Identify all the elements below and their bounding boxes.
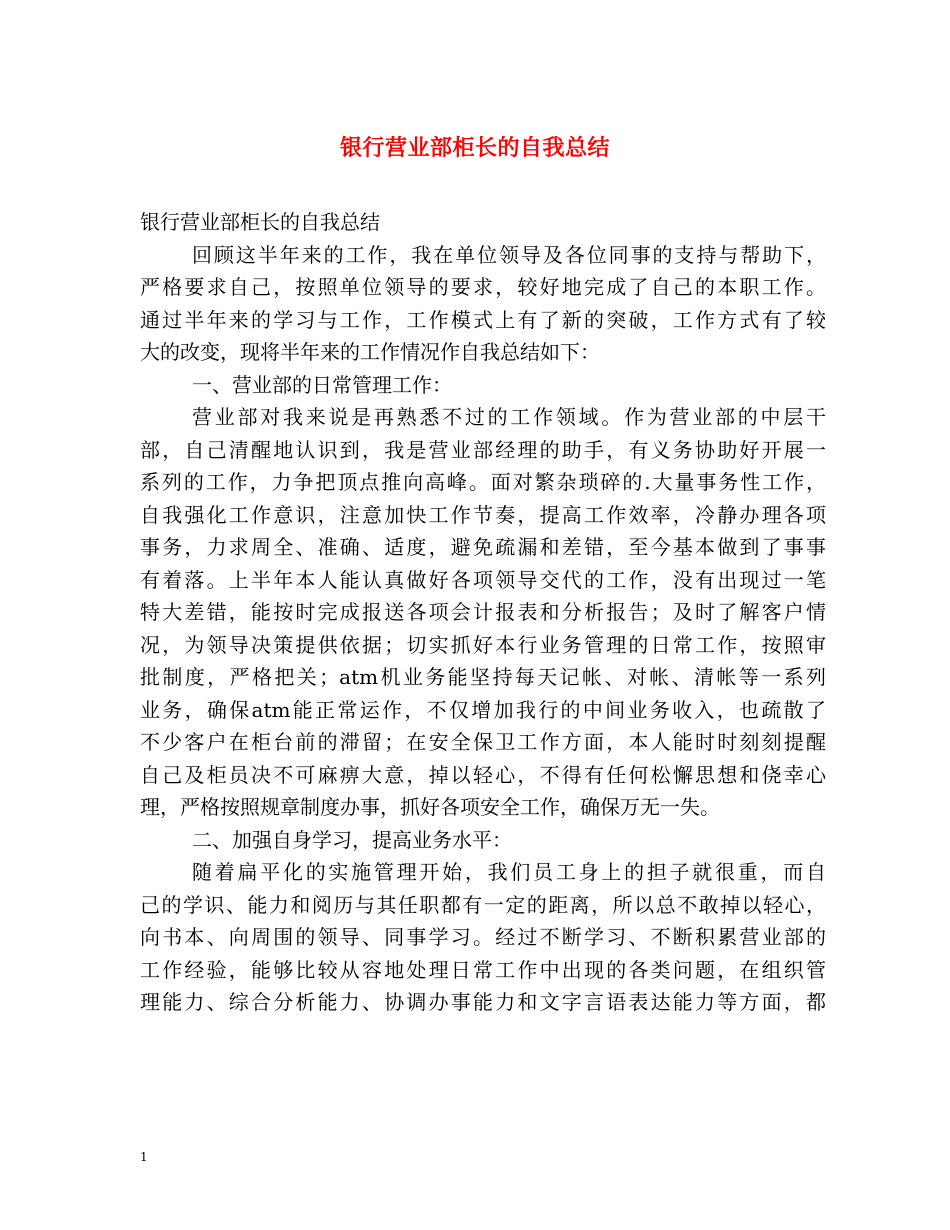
text-line: 工作经验，能够比较从容地处理日常工作中出现的各类问题，在组织管 — [140, 957, 826, 982]
text-line: 理能力、综合分析能力、协调办事能力和文字言语表达能力等方面，都 — [140, 990, 826, 1014]
text-line: 系列的工作，力争把顶点推向高峰。面对繁杂琐碎的.大量事务性工作， — [140, 470, 826, 494]
text-line: 不少客户在柜台前的滞留；在安全保卫工作方面，本人能时时刻刻提醒 — [140, 730, 826, 754]
page-number: 1 — [140, 1150, 148, 1164]
text-line: 一、营业部的日常管理工作： — [192, 372, 452, 397]
text-line: 部，自己清醒地认识到，我是营业部经理的助手，有义务协助好开展一 — [140, 437, 826, 462]
text-line: 理，严格按照规章制度办事，抓好各项安全工作，确保万无一失。 — [140, 795, 720, 819]
text-line: 营业部对我来说是再熟悉不过的工作领域。作为营业部的中层干 — [192, 405, 826, 429]
text-line: 严格要求自己，按照单位领导的要求，较好地完成了自己的本职工作。 — [140, 275, 826, 299]
text-line: 事务，力求周全、准确、适度，避免疏漏和差错，至今基本做到了事事 — [140, 535, 826, 559]
text-line: 银行营业部柜长的自我总结 — [140, 210, 380, 234]
text-line: 有着落。上半年本人能认真做好各项领导交代的工作，没有出现过一笔 — [140, 567, 826, 592]
text-line: 业务，确保atm能正常运作，不仅增加我行的中间业务收入，也疏散了 — [140, 697, 826, 722]
text-line: 己的学识、能力和阅历与其任职都有一定的距离，所以总不敢掉以轻心， — [140, 892, 826, 917]
text-line: 自己及柜员决不可麻痹大意，掉以轻心，不得有任何松懈思想和侥幸心 — [140, 762, 826, 787]
document-body — [140, 206, 826, 1019]
text-line: 批制度，严格把关；atm机业务能坚持每天记帐、对帐、清帐等一系列 — [140, 665, 826, 689]
text-line: 自我强化工作意识，注意加快工作节奏，提高工作效率，冷静办理各项 — [140, 502, 826, 527]
text-line: 二、加强自身学习，提高业务水平： — [192, 827, 512, 852]
text-line: 通过半年来的学习与工作，工作模式上有了新的突破，工作方式有了较 — [140, 307, 826, 332]
document-title: 银行营业部柜长的自我总结 — [339, 135, 610, 161]
text-line: 向书本、向周围的领导、同事学习。经过不断学习、不断积累营业部的 — [140, 925, 826, 949]
text-line: 特大差错，能按时完成报送各项会计报表和分析报告；及时了解客户情 — [140, 600, 826, 624]
text-line: 大的改变，现将半年来的工作情况作自我总结如下： — [140, 340, 600, 364]
text-line: 况，为领导决策提供依据；切实抓好本行业务管理的日常工作，按照审 — [140, 632, 826, 657]
text-line: 随着扁平化的实施管理开始，我们员工身上的担子就很重，而自 — [192, 860, 826, 884]
text-line: 回顾这半年来的工作，我在单位领导及各位同事的支持与帮助下， — [192, 242, 826, 267]
